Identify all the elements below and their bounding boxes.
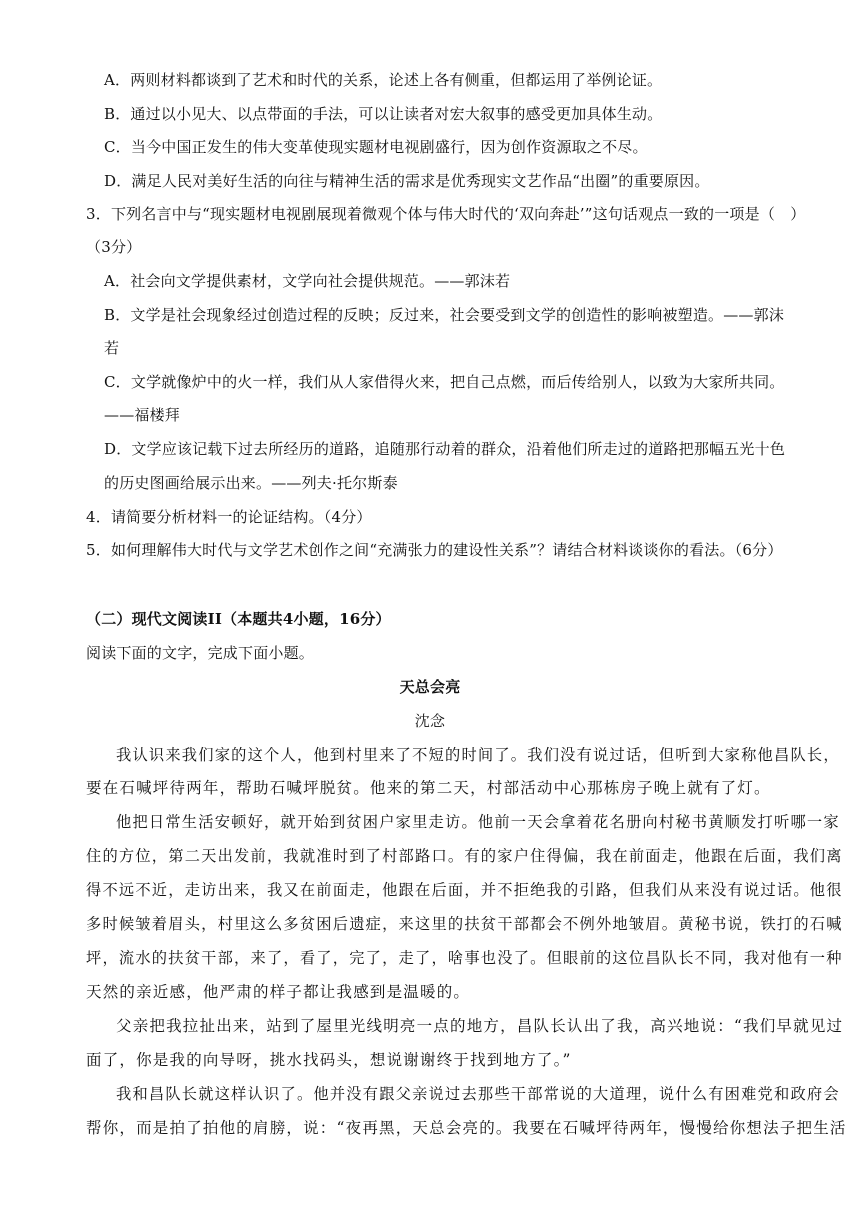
q3-stem: 3．下列名言中与“现实题材电视剧展现着微观个体与伟大时代的‘双向奔赴’”这句话观点一致的一项是（ ） bbox=[86, 205, 806, 223]
q2-option-b: B．通过以小见大、以点带面的手法，可以让读者对宏大叙事的感受更加具体生动。 bbox=[104, 105, 663, 123]
article-line: 住的方位，第二天出发前，我就准时到了村部路口。有的家户住得偏，我在前面走，他跟在后面，我们离 bbox=[86, 847, 843, 865]
q3-score: （3分） bbox=[86, 238, 142, 256]
article-line: 他把日常生活安顿好，就开始到贫困户家里走访。他前一天会拿着花名册向村秘书黄顺发打听哪一家 bbox=[116, 813, 840, 831]
q5: 5．如何理解伟大时代与文学艺术创作之间“充满张力的建设性关系”？请结合材料谈谈你的看法。（6分） bbox=[86, 541, 783, 559]
section-instruction: 阅读下面的文字，完成下面小题。 bbox=[86, 644, 315, 662]
q3-option-b-cont: 若 bbox=[104, 339, 120, 357]
article-line: 多时候皱着眉头，村里这么多贫困后遗症，来这里的扶贫干部都会不例外地皱眉。黄秘书说，铁打的石喊 bbox=[86, 915, 843, 933]
q2-option-d: D．满足人民对美好生活的向往与精神生活的需求是优秀现实文艺作品“出圈”的重要原因。 bbox=[104, 172, 710, 190]
article-line: 要在石喊坪待两年，帮助石喊坪脱贫。他来的第二天，村部活动中心那栋房子晚上就有了灯。 bbox=[86, 779, 771, 797]
article-line: 帮你，而是拍了拍他的肩膀，说：“夜再黑，天总会亮的。我要在石喊坪待两年，慢慢给你想法子把生活 bbox=[86, 1119, 847, 1137]
article-line: 我和昌队长就这样认识了。他并没有跟父亲说过去那些干部常说的大道理，说什么有困难党和政府会 bbox=[116, 1085, 840, 1103]
q3-option-c: C．文学就像炉中的火一样，我们从人家借得火来，把自己点燃，而后传给别人，以致为大家所共同。 bbox=[104, 373, 785, 391]
q2-option-a: A．两则材料都谈到了艺术和时代的关系，论述上各有侧重，但都运用了举例论证。 bbox=[104, 71, 663, 89]
article-line: 坪，流水的扶贫干部，来了，看了，完了，走了，啥事也没了。但眼前的这位昌队长不同，我对他有一种 bbox=[86, 949, 843, 967]
article-title: 天总会亮 bbox=[399, 678, 461, 696]
q3-option-c-cont: ——福楼拜 bbox=[104, 406, 181, 424]
q3-option-b: B．文学是社会现象经过创造过程的反映；反过来，社会要受到文学的创造性的影响被塑造。——郭沫 bbox=[104, 306, 785, 324]
q3-option-a: A．社会向文学提供素材，文学向社会提供规范。——郭沫若 bbox=[104, 272, 511, 290]
article-line: 父亲把我拉扯出来，站到了屋里光线明亮一点的地方，昌队长认出了我，高兴地说：“我们早就见过 bbox=[116, 1017, 844, 1035]
q3-option-d: D．文学应该记载下过去所经历的道路，追随那行动着的群众，沿着他们所走过的道路把那幅五光十色 bbox=[104, 440, 786, 458]
section-heading: （二）现代文阅读II（本题共4小题，16分） bbox=[86, 610, 391, 628]
article-line: 得不远不近，走访出来，我又在前面走，他跟在后面，并不拒绝我的引路，但我们从来没有说过话。他很 bbox=[86, 881, 843, 899]
article-line: 面了，你是我的向导呀，挑水找码头，想说谢谢终于找到地方了。” bbox=[86, 1051, 572, 1069]
q3-option-d-cont: 的历史图画给展示出来。——列夫·托尔斯泰 bbox=[104, 474, 398, 492]
article-author: 沈念 bbox=[414, 712, 446, 730]
q2-option-c: C．当今中国正发生的伟大变革使现实题材电视剧盛行，因为创作资源取之不尽。 bbox=[104, 138, 648, 156]
article-line: 天然的亲近感，他严肃的样子都让我感到是温暖的。 bbox=[86, 983, 471, 1001]
article-line: 我认识来我们家的这个人，他到村里来了不短的时间了。我们没有说过话，但听到大家称他昌队长， bbox=[116, 746, 840, 764]
q4: 4．请简要分析材料一的论证结构。（4分） bbox=[86, 508, 372, 526]
